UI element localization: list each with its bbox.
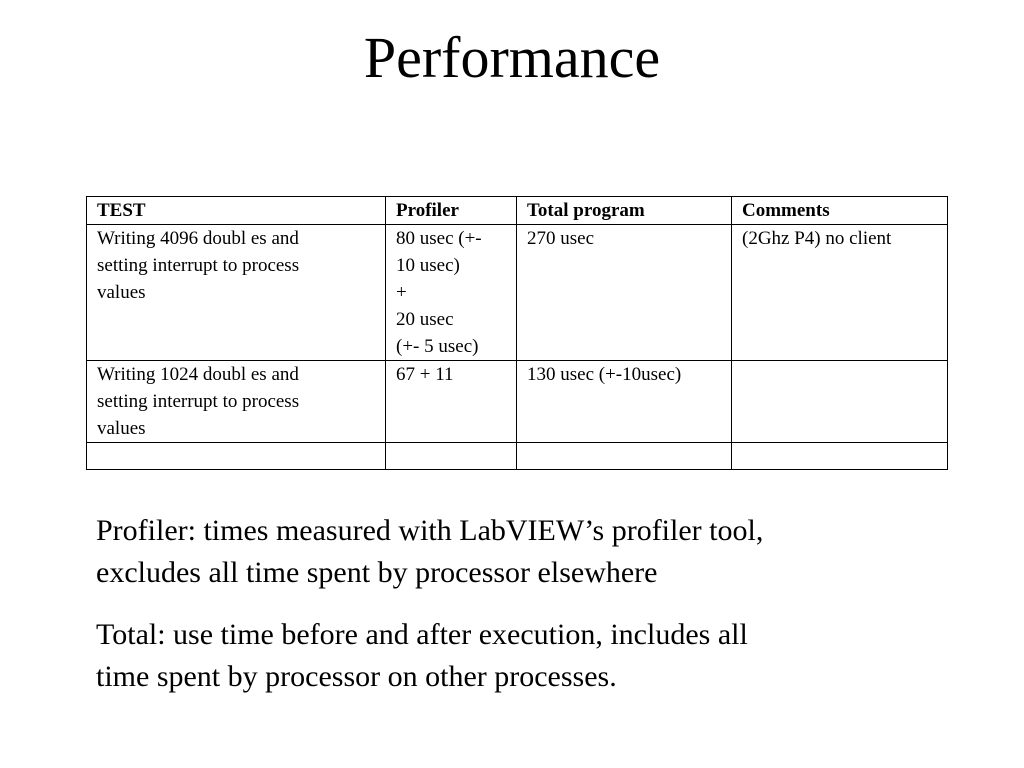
- table-row: [87, 443, 948, 470]
- table-row: [87, 361, 948, 443]
- cell-profiler: 80 usec (+- 10 usec) + 20 usec (+- 5 usec): [386, 225, 517, 361]
- cell-comments: (2Ghz P4) no client: [732, 225, 948, 361]
- note-profiler: Profiler: times measured with LabVIEW’s profiler tool, excludes all time spent by processor elsewhere: [96, 514, 764, 589]
- cell-total-program: 270 usec: [517, 225, 732, 361]
- cell-test: Writing 4096 doubl es and setting interrupt to process values: [87, 225, 386, 361]
- cell-profiler: [386, 443, 517, 470]
- table-header-row: [87, 197, 948, 225]
- cell-comments: [732, 443, 948, 470]
- performance-table: [86, 196, 948, 470]
- cell-comments: [732, 361, 948, 443]
- notes: [96, 510, 896, 718]
- table-row: [87, 225, 948, 361]
- cell-profiler: 67 + 11: [386, 361, 517, 443]
- column-header-profiler: Profiler: [386, 197, 517, 225]
- slide-title: Performance: [363, 25, 661, 90]
- column-header-test: TEST: [87, 197, 386, 225]
- column-header-total-program: Total program: [517, 197, 732, 225]
- cell-total-program: 130 usec (+-10usec): [517, 361, 732, 443]
- note-total: Total: use time before and after execution, includes all time spent by processor on other processes.: [96, 618, 748, 693]
- cell-total-program: [517, 443, 732, 470]
- cell-test: Writing 1024 doubl es and setting interrupt to process values: [87, 361, 386, 443]
- cell-test: [87, 443, 386, 470]
- column-header-comments: Comments: [732, 197, 948, 225]
